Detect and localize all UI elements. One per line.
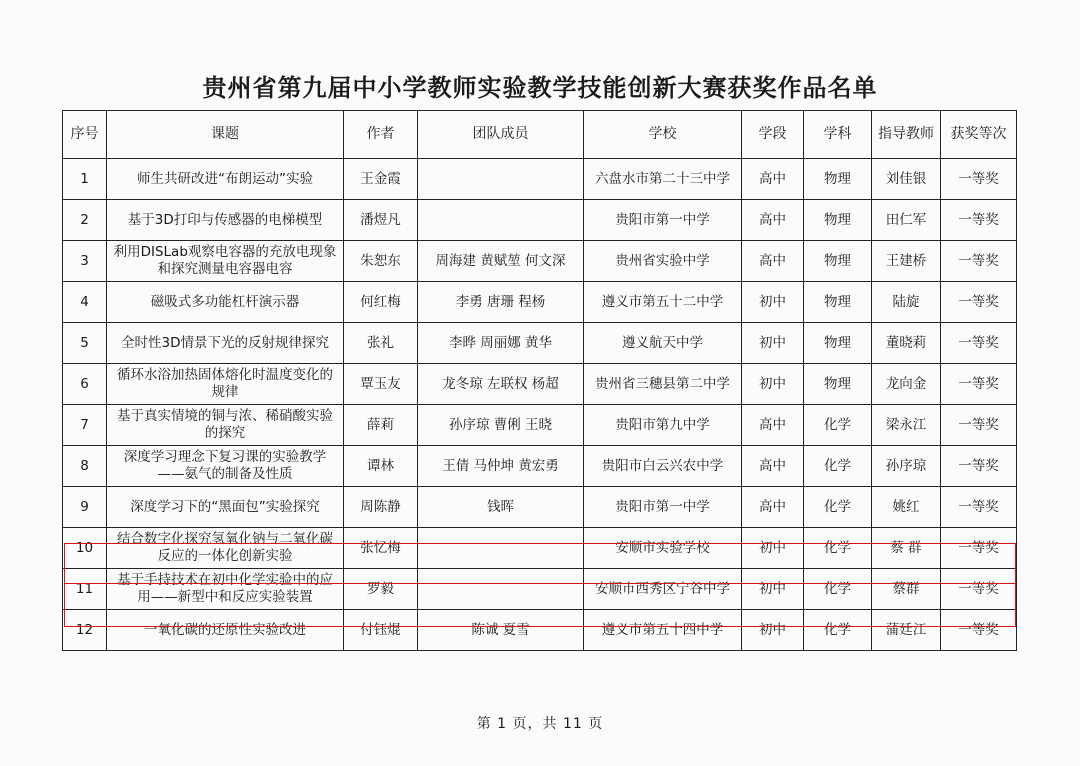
cell-school: 贵阳市白云兴农中学 [584,446,742,487]
cell-school: 遵义市第五十四中学 [584,610,742,651]
table-header-row [63,111,1017,159]
table-row [63,528,1017,569]
cell-topic: 基于3D打印与传感器的电梯模型 [107,200,344,241]
cell-level: 初中 [742,569,804,610]
cell-subject: 化学 [804,610,872,651]
cell-subject: 物理 [804,200,872,241]
table-row [63,446,1017,487]
cell-school: 贵阳市第一中学 [584,200,742,241]
cell-no: 6 [63,364,107,405]
cell-topic: 循环水浴加热固体熔化时温度变化的规律 [107,364,344,405]
cell-team: 李晔 周丽娜 黄华 [418,323,584,364]
cell-advisor: 龙向金 [872,364,941,405]
cell-author: 王金霞 [344,159,418,200]
cell-school: 贵阳市第九中学 [584,405,742,446]
cell-school: 安顺市西秀区宁谷中学 [584,569,742,610]
cell-advisor: 梁永江 [872,405,941,446]
cell-level: 高中 [742,446,804,487]
cell-no: 8 [63,446,107,487]
cell-author: 张礼 [344,323,418,364]
cell-award: 一等奖 [941,200,1017,241]
cell-advisor: 刘佳银 [872,159,941,200]
cell-subject: 化学 [804,446,872,487]
cell-award: 一等奖 [941,569,1017,610]
cell-level: 高中 [742,487,804,528]
header-level: 学段 [742,111,804,159]
cell-award: 一等奖 [941,528,1017,569]
cell-advisor: 姚红 [872,487,941,528]
cell-subject: 化学 [804,487,872,528]
cell-level: 高中 [742,405,804,446]
table-row [63,282,1017,323]
cell-level: 初中 [742,364,804,405]
cell-level: 初中 [742,528,804,569]
header-advisor: 指导教师 [872,111,941,159]
cell-author: 朱恕东 [344,241,418,282]
table-row [63,569,1017,610]
cell-level: 初中 [742,323,804,364]
cell-topic: 全时性3D情景下光的反射规律探究 [107,323,344,364]
table-row [63,364,1017,405]
cell-level: 高中 [742,200,804,241]
cell-no: 7 [63,405,107,446]
cell-team: 李勇 唐珊 程杨 [418,282,584,323]
cell-no: 9 [63,487,107,528]
cell-award: 一等奖 [941,241,1017,282]
header-subject: 学科 [804,111,872,159]
cell-award: 一等奖 [941,282,1017,323]
cell-team: 周海建 黄赋堃 何文深 [418,241,584,282]
table-row [63,241,1017,282]
cell-level: 高中 [742,159,804,200]
cell-advisor: 孙序琼 [872,446,941,487]
cell-topic: 基于真实情境的铜与浓、稀硝酸实验的探究 [107,405,344,446]
page-title: 贵州省第九届中小学教师实验教学技能创新大赛获奖作品名单 [202,74,878,102]
cell-subject: 物理 [804,323,872,364]
header-topic: 课题 [107,111,344,159]
cell-subject: 物理 [804,241,872,282]
cell-team: 龙冬琼 左联权 杨超 [418,364,584,405]
cell-school: 贵州省三穗县第二中学 [584,364,742,405]
cell-level: 初中 [742,282,804,323]
cell-team: 钱晖 [418,487,584,528]
cell-award: 一等奖 [941,610,1017,651]
cell-topic: 深度学习理念下复习课的实验教学——氨气的制备及性质 [107,446,344,487]
header-team: 团队成员 [418,111,584,159]
cell-no: 11 [63,569,107,610]
cell-author: 谭林 [344,446,418,487]
cell-author: 何红梅 [344,282,418,323]
cell-no: 5 [63,323,107,364]
cell-award: 一等奖 [941,323,1017,364]
cell-author: 覃玉友 [344,364,418,405]
cell-advisor: 田仁军 [872,200,941,241]
page-footer: 第 1 页，共 11 页 [476,716,604,732]
cell-team [418,200,584,241]
cell-school: 贵州省实验中学 [584,241,742,282]
cell-advisor: 董晓莉 [872,323,941,364]
table-row [63,405,1017,446]
cell-award: 一等奖 [941,159,1017,200]
cell-team: 陈诚 夏雪 [418,610,584,651]
cell-topic: 基于手持技术在初中化学实验中的应用——新型中和反应实验装置 [107,569,344,610]
cell-subject: 物理 [804,282,872,323]
cell-no: 4 [63,282,107,323]
cell-no: 10 [63,528,107,569]
cell-award: 一等奖 [941,405,1017,446]
cell-level: 高中 [742,241,804,282]
cell-school: 六盘水市第二十三中学 [584,159,742,200]
awards-table [62,110,1017,651]
cell-author: 薛莉 [344,405,418,446]
cell-author: 付钰焜 [344,610,418,651]
cell-level: 初中 [742,610,804,651]
cell-award: 一等奖 [941,487,1017,528]
cell-award: 一等奖 [941,364,1017,405]
cell-author: 张忆梅 [344,528,418,569]
cell-team: 孙序琼 曹俐 王晓 [418,405,584,446]
cell-subject: 化学 [804,569,872,610]
cell-no: 2 [63,200,107,241]
cell-advisor: 蒲廷江 [872,610,941,651]
cell-topic: 利用DISLab观察电容器的充放电现象和探究测量电容器电容 [107,241,344,282]
cell-no: 3 [63,241,107,282]
cell-subject: 化学 [804,405,872,446]
cell-topic: 深度学习下的“黑面包”实验探究 [107,487,344,528]
cell-subject: 物理 [804,159,872,200]
cell-school: 贵阳市第一中学 [584,487,742,528]
cell-no: 12 [63,610,107,651]
table-row [63,200,1017,241]
cell-team [418,528,584,569]
cell-topic: 磁吸式多功能杠杆演示器 [107,282,344,323]
cell-subject: 化学 [804,528,872,569]
cell-team [418,159,584,200]
cell-advisor: 蔡 群 [872,528,941,569]
cell-advisor: 蔡群 [872,569,941,610]
cell-school: 遵义市第五十二中学 [584,282,742,323]
cell-author: 罗毅 [344,569,418,610]
cell-team: 王倩 马仲坤 黄宏勇 [418,446,584,487]
cell-topic: 结合数字化探究氢氧化钠与二氧化碳反应的一体化创新实验 [107,528,344,569]
table-row [63,610,1017,651]
header-no: 序号 [63,111,107,159]
cell-award: 一等奖 [941,446,1017,487]
cell-topic: 一氧化碳的还原性实验改进 [107,610,344,651]
cell-author: 潘煜凡 [344,200,418,241]
cell-school: 遵义航天中学 [584,323,742,364]
table-row [63,487,1017,528]
cell-author: 周陈静 [344,487,418,528]
table-body [63,159,1017,651]
cell-school: 安顺市实验学校 [584,528,742,569]
cell-no: 1 [63,159,107,200]
cell-topic: 师生共研改进“布朗运动”实验 [107,159,344,200]
table-row [63,159,1017,200]
header-author: 作者 [344,111,418,159]
cell-advisor: 陆旋 [872,282,941,323]
table-row [63,323,1017,364]
cell-team [418,569,584,610]
header-award: 获奖等次 [941,111,1017,159]
header-school: 学校 [584,111,742,159]
cell-subject: 物理 [804,364,872,405]
cell-advisor: 王建桥 [872,241,941,282]
